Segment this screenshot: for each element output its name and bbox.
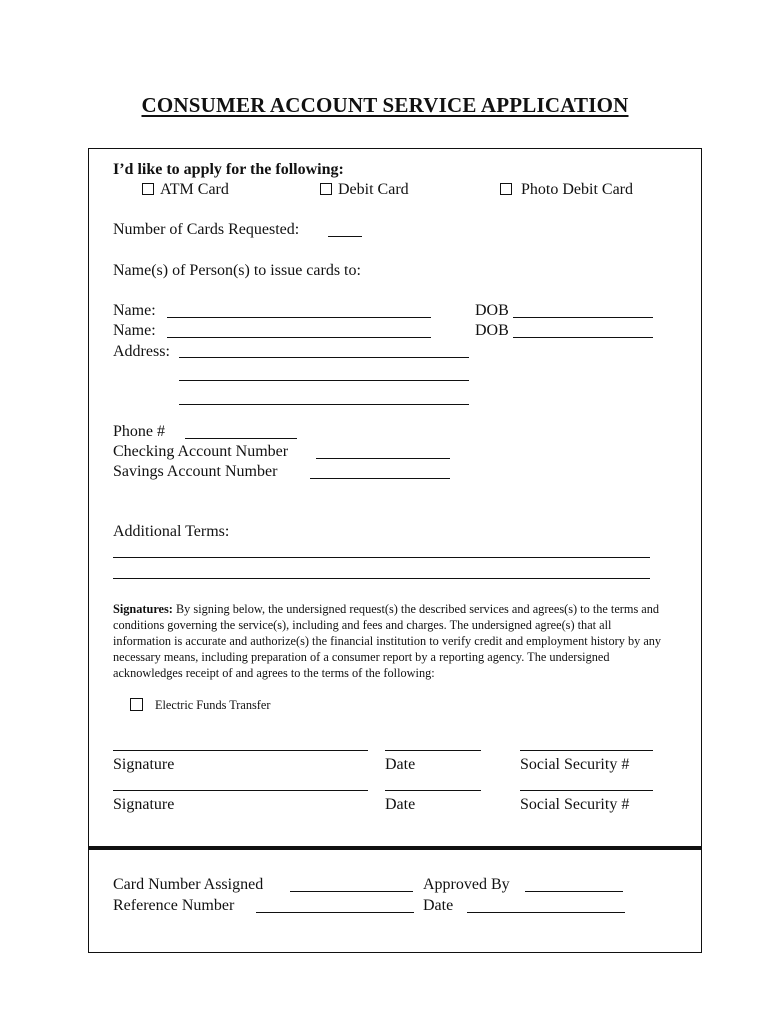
atm-card-option[interactable] <box>142 180 229 200</box>
date-label-2: Date <box>385 796 416 813</box>
additional-terms-field-1[interactable] <box>113 557 650 558</box>
additional-terms-field-2[interactable] <box>113 578 650 579</box>
ssn-label-1: Social Security # <box>520 756 630 773</box>
eft-label: Electric Funds Transfer <box>155 698 271 712</box>
dob-label-2: DOB <box>475 322 509 339</box>
savings-label: Savings Account Number <box>113 463 278 480</box>
ssn-field-2[interactable] <box>520 790 653 791</box>
additional-terms-label: Additional Terms: <box>113 523 230 540</box>
ssn-field-1[interactable] <box>520 750 653 751</box>
ssn-label-2: Social Security # <box>520 796 630 813</box>
num-cards-label: Number of Cards Requested: <box>113 221 300 238</box>
debit-card-checkbox[interactable] <box>320 183 332 195</box>
signature-label-2: Signature <box>113 796 175 813</box>
date-field-2[interactable] <box>385 790 481 791</box>
address-field-1[interactable] <box>179 357 469 358</box>
approved-by-label: Approved By <box>423 876 510 893</box>
reference-number-field[interactable] <box>256 912 414 913</box>
date-field-1[interactable] <box>385 750 481 751</box>
dob-label-1: DOB <box>475 302 509 319</box>
atm-card-label: ATM Card <box>160 181 229 198</box>
name-label-2: Name: <box>113 322 156 339</box>
name-field-1[interactable] <box>167 317 431 318</box>
signature-field-1[interactable] <box>113 750 368 751</box>
photo-debit-card-option[interactable] <box>500 180 633 200</box>
footer-date-label: Date <box>423 897 454 914</box>
address-field-2[interactable] <box>179 380 469 381</box>
names-heading: Name(s) of Person(s) to issue cards to: <box>113 262 361 279</box>
debit-card-option[interactable] <box>320 180 409 200</box>
eft-option[interactable] <box>130 697 270 713</box>
checking-field[interactable] <box>316 458 450 459</box>
dob-field-2[interactable] <box>513 337 653 338</box>
signatures-paragraph <box>113 601 665 681</box>
address-field-3[interactable] <box>179 404 469 405</box>
signature-label-1: Signature <box>113 756 175 773</box>
footer-date-field[interactable] <box>467 912 625 913</box>
phone-field[interactable] <box>185 438 297 439</box>
signature-field-2[interactable] <box>113 790 368 791</box>
approved-by-field[interactable] <box>525 891 623 892</box>
address-label: Address: <box>113 343 170 360</box>
date-label-1: Date <box>385 756 416 773</box>
page-title: CONSUMER ACCOUNT SERVICE APPLICATION <box>141 93 629 117</box>
phone-label: Phone # <box>113 423 165 440</box>
savings-field[interactable] <box>310 478 450 479</box>
atm-card-checkbox[interactable] <box>142 183 154 195</box>
name-field-2[interactable] <box>167 337 431 338</box>
num-cards-field[interactable] <box>328 236 362 237</box>
name-label-1: Name: <box>113 302 156 319</box>
reference-number-label: Reference Number <box>113 897 235 914</box>
card-number-field[interactable] <box>290 891 413 892</box>
photo-debit-card-label: Photo Debit Card <box>521 181 633 198</box>
section-divider <box>88 846 702 850</box>
eft-checkbox[interactable] <box>130 698 143 711</box>
signatures-text: By signing below, the undersigned request(s) the described services and agrees(s) to the terms and conditions governing the service(s), including and fees and charges. The undersigned agree(s) that all information is accurate and authorize(s) the financial institution to verify credit and employment history by any necessary means, including preparation of a consumer report by a reporting agency. The undersigned acknowledges receipt of and agrees to the terms of the following: <box>113 602 662 680</box>
debit-card-label: Debit Card <box>338 181 409 198</box>
signatures-lead: Signatures: <box>113 602 173 616</box>
photo-debit-card-checkbox[interactable] <box>500 183 512 195</box>
apply-heading: I’d like to apply for the following: <box>113 161 344 178</box>
dob-field-1[interactable] <box>513 317 653 318</box>
checking-label: Checking Account Number <box>113 443 289 460</box>
card-number-label: Card Number Assigned <box>113 876 264 893</box>
